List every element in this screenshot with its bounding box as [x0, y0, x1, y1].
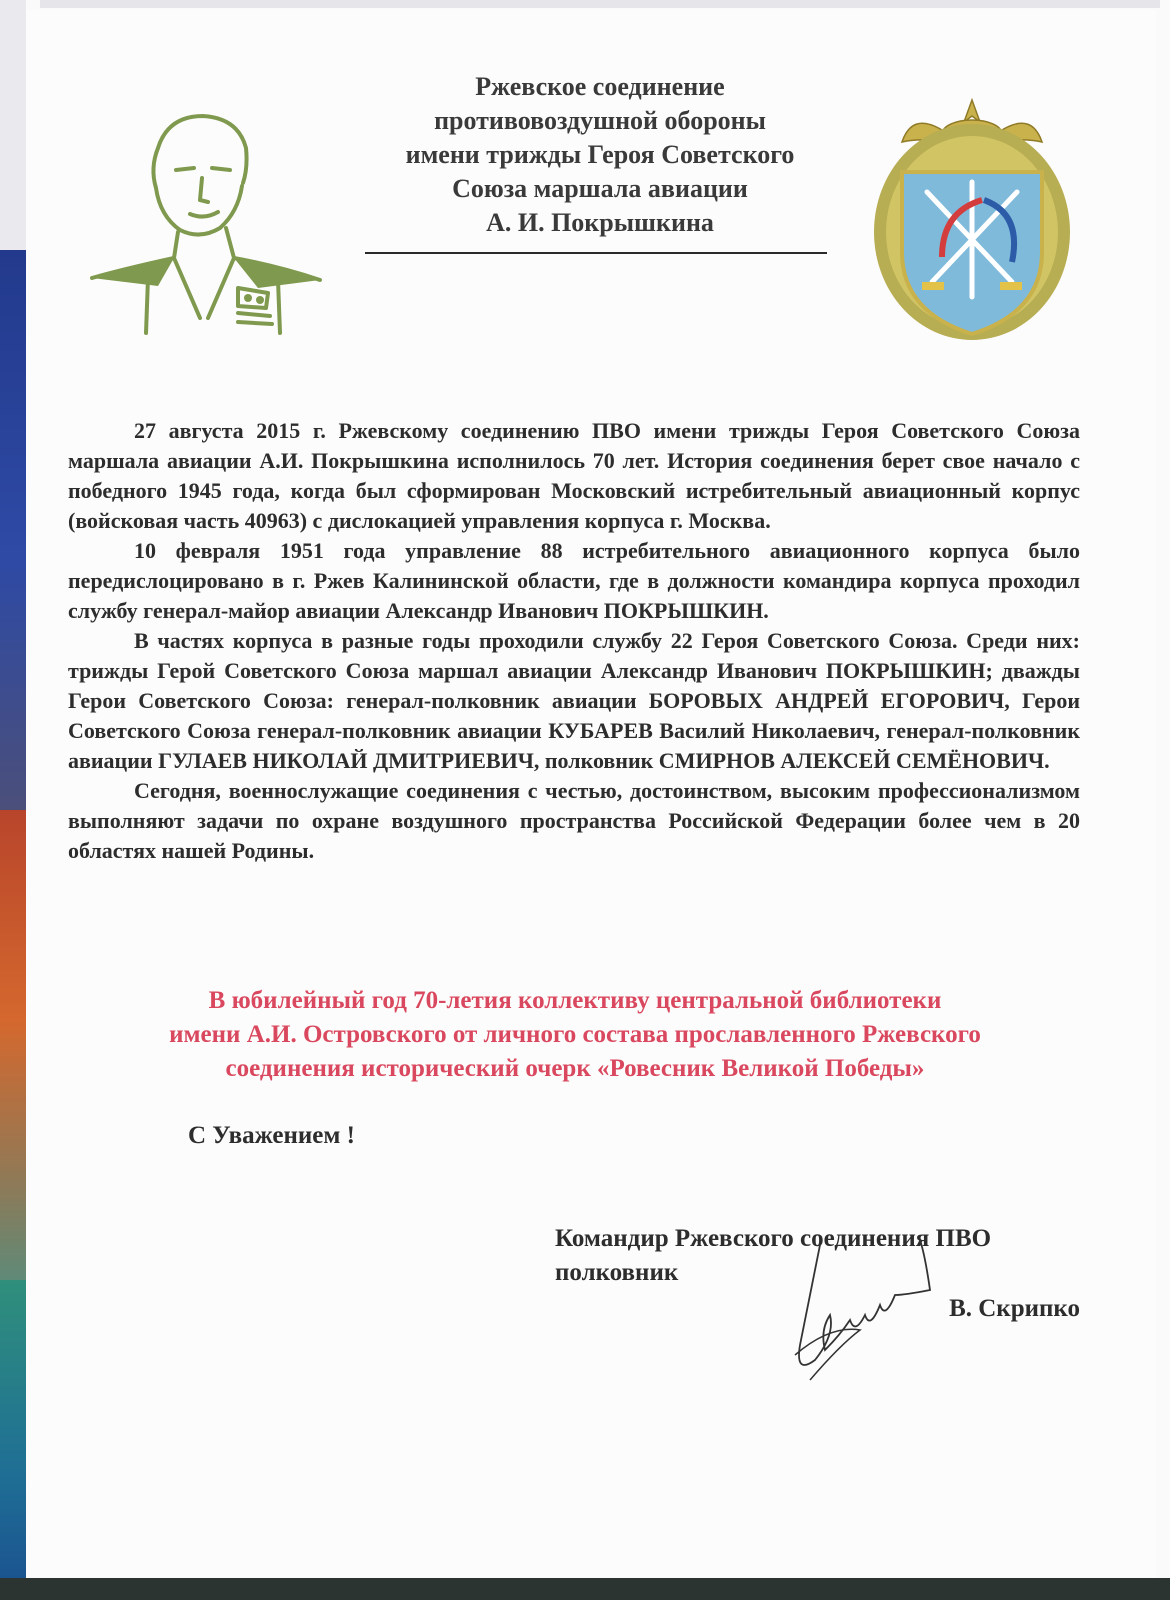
signer-rank: полковник	[555, 1259, 679, 1286]
signature-icon	[780, 1235, 940, 1385]
letter-body	[68, 416, 1080, 866]
letterhead-line: противовоздушной обороны	[434, 106, 766, 135]
signer-position: Командир Ржевского соединения ПВО	[555, 1225, 992, 1252]
letterhead-line: Ржевское соединение	[475, 72, 725, 101]
body-paragraph: Сегодня, военнослужащие соединения с честью, достоинством, высоким профессионализмом выполняют задачи по охране воздушного пространства Российской Федерации более чем в 20 областях нашей Родины.	[68, 778, 1080, 863]
dedication-text	[70, 984, 1080, 1086]
signer-name: В. Скрипко	[949, 1295, 1080, 1322]
body-paragraph: В частях корпуса в разные годы проходили службу 22 Героя Советского Союза. Среди них: трижды Герой Советского Союза маршал авиации Александр Иванович ПОКРЫШКИН; дважды Герои Советского Союза: генерал-полковник авиации БОРОВЫХ АНДРЕЙ ЕГОРОВИЧ, Герои Советского Союза генерал-полковник авиации КУБАРЕВ Василий Николаевич, генерал-полковник авиации ГУЛАЕВ НИКОЛАЙ ДМИТРИЕВИЧ, полковник СМИРНОВ АЛЕКСЕЙ СЕМЁНОВИЧ.	[68, 628, 1080, 773]
letterhead-line: имени трижды Героя Советского	[405, 140, 795, 169]
header-underline	[365, 252, 827, 254]
scan-top-edge	[40, 0, 1160, 8]
body-paragraph: 10 февраля 1951 года управление 88 истребительного авиационного корпуса было передислоцировано в г. Ржев Калининской области, где в должности командира корпуса проходил службу генерал-майор авиации Александр Иванович ПОКРЫШКИН.	[68, 538, 1080, 623]
letterhead-line: Союза маршала авиации	[452, 174, 748, 203]
flag-stripe-blue	[0, 250, 26, 810]
flag-stripe-red	[0, 810, 26, 1280]
closing-regards: С Уважением !	[188, 1122, 356, 1149]
dedication-line: соединения исторический очерк «Ровесник Великой Победы»	[225, 1055, 925, 1082]
letterhead-title	[360, 70, 840, 240]
dedication-line: В юбилейный год 70-летия коллективу центральной библиотеки	[208, 987, 942, 1014]
flag-stripe-bottom	[0, 1280, 26, 1600]
letterhead-line: А. И. Покрышкина	[486, 208, 714, 237]
dedication-line: имени А.И. Островского от личного состава прославленного Ржевского	[169, 1021, 981, 1048]
scan-bottom-edge	[0, 1578, 1170, 1600]
body-paragraph: 27 августа 2015 г. Ржевскому соединению ПВО имени трижды Героя Советского Союза маршала авиации А.И. Покрышкина исполнилось 70 лет. История соединения берет свое начало с победного 1945 года, когда был сформирован Московский истребительный авиационный корпус (войсковая часть 40963) с дислокацией управления корпуса г. Москва.	[68, 418, 1080, 533]
portrait-icon	[88, 108, 328, 340]
emblem-icon	[872, 82, 1072, 344]
flag-stripe-white	[0, 0, 26, 250]
